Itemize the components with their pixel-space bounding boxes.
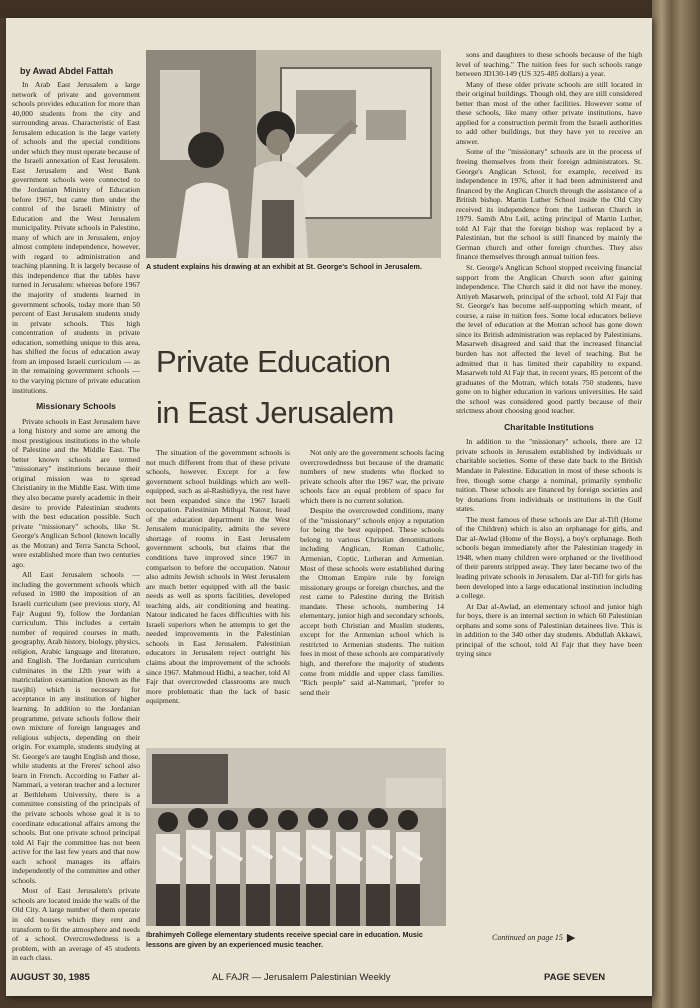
- continued-note: [492, 931, 575, 944]
- headline-line-2: in East Jerusalem: [156, 395, 394, 430]
- column-1: [12, 80, 140, 964]
- photo-top-edge: [0, 0, 700, 18]
- photo-student-exhibit-image: [146, 50, 441, 258]
- continued-text: Continued on page 15: [492, 933, 563, 942]
- paragraph: St. George's Anglican School stopped receiving financial support from the Anglican Church soon after gaining independence. The Church said it did not have the money. Attiyeh Masarweh, principal of the school, told Al Fajr that St. George's has become self-supporting which meant, of course, a raise in tuition fees. Some local educators believe the level of education at the Motran school has gone down since its British administration was replaced by Palestinians. Masarweh disagreed and said that the increased financial burden has not affected the level of teaching. But he admitted that it has limited their capability to expand. Masarweh told Al Fajr that, in recent years, 85 percent of the graduates of the Motran, which totals 750 students, have gone on to higher education in various universities. He said the school was considered good partly because of their strictness about choosing good teacher.: [456, 263, 642, 416]
- byline: by Awad Abdel Fattah: [20, 66, 114, 76]
- paragraph: At Dar al-Awlad, an elementary school and junior high for boys, there is an internal section in which 60 Palestinian orphans and some sons of Palestinian detainees live. This is in addition to the 340 other day students. Abdullah Akkawi, principal of the school, told Al Fajr that they have been trying since: [456, 601, 642, 659]
- footer-page: PAGE SEVEN: [544, 972, 606, 983]
- headline: [156, 336, 406, 438]
- newspaper-page: [6, 18, 652, 996]
- photo-2-caption: Ibrahimyeh College elementary students receive special care in education. Music lessons are given by an experienced music teacher.: [146, 930, 423, 949]
- photo-student-exhibit: [146, 50, 441, 258]
- book-binding: [652, 0, 700, 1008]
- paragraph: All East Jerusalem schools — including the government schools which refused in 1980 the imposition of an Israeli curriculum (see previous story, Al Fajr August 9), follow the Jordanian curriculum. This includes a certain number of required courses in math, geography, Arab history, biology, physics, religion, Arabic language and literature, and English. The Jordanian curriculum culminates in the 12th year with a matriculation examination (known as the tawjihi) which is necessary for acceptance in any institution of higher learning. In addition to the Jordanian programme, private schools follow their own mixture of foreign languages and religious subjects, depending on their origin. For example, students studying at St. George's are taught English and those, while students at the Freres' school also learn in French. According to Father al-Nammari, a veteran teacher and a lecturer at Bethlehem University, there is a committee consisting of the principals of the private schools whose goal it is to coordinate educational affairs among the schools. But one private school principal told Al Fajr the committee has not been active for the last few years and that now each school manages its affairs independently of the committee and other schools.: [12, 570, 140, 885]
- paragraph: The situation of the government schools is not much different from that of these private schools, however. Except for a few government school buildings which are well-equipped, such as al-Rashidiyya, the rest have not been expanded since the 1967 Israeli occupation. Palestinian Mithqal Natour, head of the education department in the West Jerusalem municipality, admits the severe shortage of rooms in East Jerusalem government schools, but claims that the conditions have improved since 1967 in comparison to before the occupation. Natour also admits Jewish schools in West Jerusalem are much better equipped with all the basic needs as well as sports facilities, developed teaching aids, air conditioning and heating. Natour indicated he faces difficulties with his Israeli superiors when he attempts to get the needed improvements in the Palestinian schools in East Jerusalem. Palestinian educators in Jerusalem reject outright his claims about the improvement of the schools since 1967. Mahmoud Hidhi, a teacher, told Al Fajr that overcrowded classrooms are much more problematic than the lack of basic equipment.: [146, 448, 290, 706]
- paragraph: The most famous of these schools are Dar al-Tifl (Home of the Children) which is also an orphanage for girls, and Dar al-Awlad (Home of the Boys), a boy's orphanage. Both schools began immediately after the Palestinian tragedy in 1948, when many children were orphaned or the livelihood of their parents stripped away. They later became two of the leading private schools in Jerusalem. Dar al-Tifl for girls has been developed into a large educational institution including a college.: [456, 514, 642, 601]
- paragraph: Private schools in East Jerusalem have a long history and some are among the most prestigious institutions in the whole of Palestine and the Middle East. The better known schools are termed "missionary" institutions because their original mission was to spread Christianity in the Middle East. With time they also became purely academic in their desire to provide Palestinian students with the best education possible. Such private "missionary" schools, like St. George's Anglican School (known locally as the Motran) and Terra Sancta School, were established more than two centuries ago.: [12, 416, 140, 569]
- paragraph: Most of East Jerusalem's private schools are located inside the walls of the Old City. A large number of them operate in old houses which they rent and transform to fit the atmosphere and needs of a school. Overcrowdedness is a problem, with an average of 45 students in each class.: [12, 886, 140, 963]
- subhead-charitable-institutions: Charitable Institutions: [504, 421, 594, 432]
- paragraph: Despite the overcrowded conditions, many of the "missionary" schools enjoy a reputation for being the best equipped. These schools belong to various Christian denominations including Anglican, Roman Catholic, Armenian, Coptic, Lutheran and Armenian. Most of these schools were established during the Ottoman Empire rule by foreign missionary groups or foreign churches, and the rest came to Palestine during the British mandate. These schools, numbering 14 elementary, junior high and secondary schools, accept both Christian and Muslim students, except for the Armenian school which is restricted to Armenian students. The tuition fees in most of these schools are comparatively high, and therefore the majority of students come from middle and upper class families. "Rich people" said al-Nammari, "prefer to send their: [300, 506, 444, 697]
- paragraph: Not only are the government schools facing overcrowdedness but because of the dramatic numbers of new students who flocked to private schools after the 1967 war, the private schools face an equal problem of space for which there is no current solution.: [300, 448, 444, 505]
- column-2: [146, 448, 290, 743]
- column-3: [300, 448, 444, 743]
- headline-line-1: Private Education: [156, 344, 391, 379]
- footer-publication: AL FAJR — Jerusalem Palestinian Weekly: [212, 972, 391, 983]
- photo-1-caption: A student explains his drawing at an exhibit at St. George's School in Jerusalem.: [146, 262, 422, 271]
- paragraph: Many of these older private schools are still located in their original buildings. Though old, they are still considered better than most of the other facilities. However some of these schools, like many other private institutions, have applied for a construction permit from the Israeli authorities to add other buildings, but they have yet to receive an answer.: [456, 79, 642, 146]
- column-4: [456, 50, 642, 928]
- paragraph: In addition to the "missionary" schools, there are 12 private schools in Jerusalem established by individuals or charitable societies. Some of these date back to the British Mandate in Palestine. Education in most of these schools is free, though some charge a nominal, primarily symbolic tuition. These schools are financed by foreign societies and by donations from individuals or institutions in the Gulf states.: [456, 437, 642, 514]
- arrow-right-icon: ▶: [566, 932, 576, 944]
- footer-date: AUGUST 30, 1985: [10, 972, 90, 983]
- paragraph: Some of the "missionary" schools are in the process of freeing themselves from their foreign administrators. St. George's Anglican School, for example, received its independence in 1976, after it had been administered and financed by the Anglican Church through the assistance of a British bishop. Martin Luther School inside the Old City received its independence from the Lutheran Church in 1979. Samih Abu Leil, acting principal of Martin Luther, told Al Fajr that the foreign bishop was replaced by a Palestinian, but the school is still financed by mainly the German church and other foreign churches. They also finance themselves through annual tuition fees.: [456, 147, 642, 262]
- photo-music-lesson-image: [146, 748, 446, 926]
- subhead-missionary-schools: Missionary Schools: [36, 401, 116, 412]
- paragraph: sons and daughters to these schools because of the high level of teaching." The tuition fees for such schools range between JD130-149 (US 325-485 dollars) a year.: [456, 50, 642, 79]
- photo-music-lesson: [146, 748, 446, 926]
- paragraph: In Arab East Jerusalem a large network of private and government schools provides education for more than 40,000 students from the city and surrounding areas. Characteristic of East Jerusalem education is the large variety of schools and the special conditions under which they must operate because of the Israeli annexation of East Jerusalem. East Jerusalem and West Bank government schools were connected to the Jordanian Ministry of Education before 1967, but came then under the control of the Israeli Ministry of Education and the West Jerusalem municipality. Private schools in Palestine, many of which are in Jerusalem, enjoy almost complete independence, however, with regard to administration and teaching planning. It is largely because of this independence that the tables have turned in Jerusalem: whereas before 1967 the majority of students learned in government schools, today more than 50 percent of East Jerusalem students study in private schools. This high concentration of students in private education, something unique to this area, has shifted the focus of education away from an imposed Israeli curriculum — as in the remaining government schools — to the varying picture of private education institutions.: [12, 80, 140, 395]
